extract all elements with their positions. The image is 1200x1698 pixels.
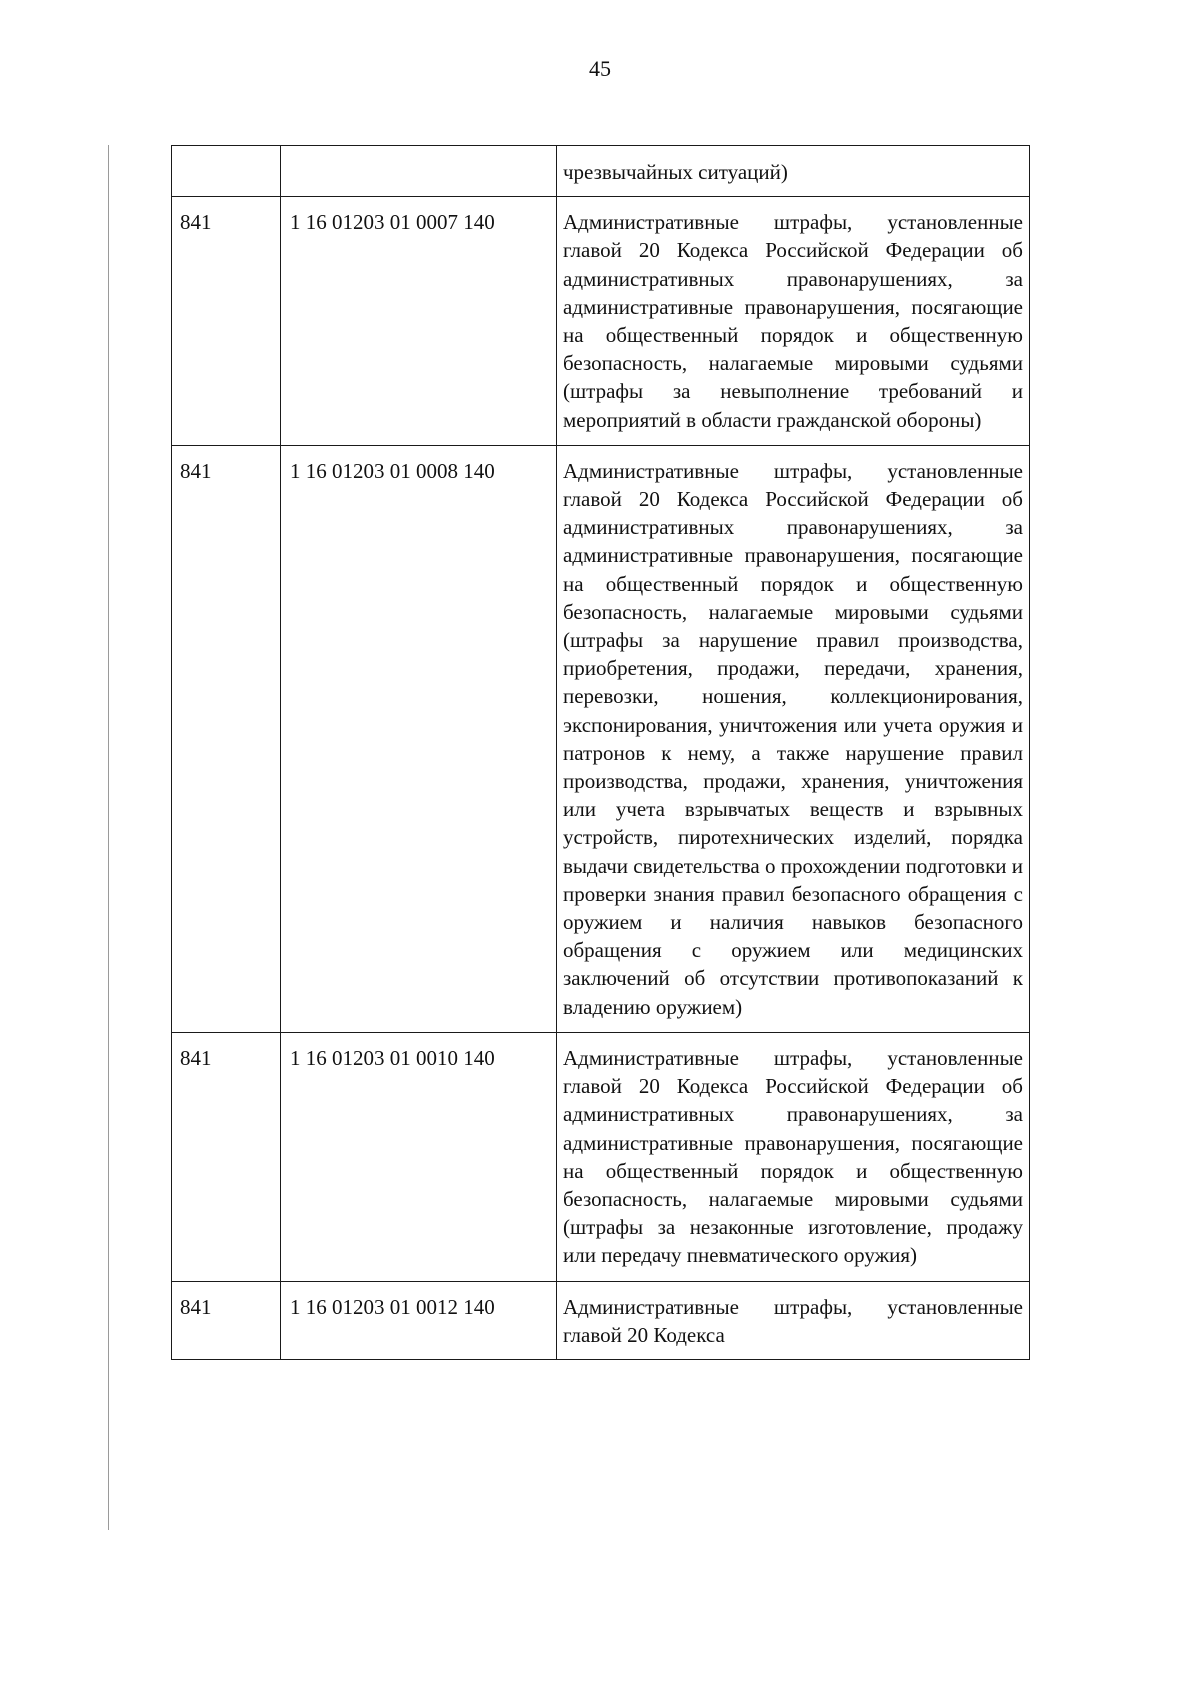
admin-code-cell: 841 <box>172 1281 281 1359</box>
description-cell: Административные штрафы, установленные главой 20 Кодекса Российской Федерации об административных правонарушениях, за административные правонарушения, посягающие на общественный порядок и общественную безопасность, налагаемые мировыми судьями (штрафы за нарушение правил производства, приобретения, продажи, передачи, хранения, перевозки, ношения, коллекционирования, экспонирования, уничтожения или учета оружия и патронов к нему, а также нарушение правил производства, продажи, хранения, уничтожения или учета взрывчатых веществ и взрывных устройств, пиротехнических изделий, порядка выдачи свидетельства о прохождении подготовки и проверки знания правил безопасного обращения с оружием и наличия навыков безопасного обращения с оружием или медицинских заключений об отсутствии противопоказаний к владению оружием) <box>557 445 1030 1032</box>
description-cell: чрезвычайных ситуаций) <box>557 146 1030 197</box>
admin-code-cell: 841 <box>172 1032 281 1281</box>
admin-code-cell: 841 <box>172 197 281 446</box>
table-row <box>172 146 1030 197</box>
table-row <box>172 197 1030 446</box>
kbk-code-cell: 1 16 01203 01 0012 140 <box>281 1281 557 1359</box>
binding-margin-line <box>108 145 109 1530</box>
page-number: 45 <box>589 56 611 81</box>
table-row <box>172 1281 1030 1359</box>
table-row <box>172 1032 1030 1281</box>
description-cell: Административные штрафы, установленные главой 20 Кодекса Российской Федерации об административных правонарушениях, за административные правонарушения, посягающие на общественный порядок и общественную безопасность, налагаемые мировыми судьями (штрафы за незаконные изготовление, продажу или передачу пневматического оружия) <box>557 1032 1030 1281</box>
kbk-code-cell: 1 16 01203 01 0008 140 <box>281 445 557 1032</box>
description-cell: Административные штрафы, установленные главой 20 Кодекса <box>557 1281 1030 1359</box>
admin-code-cell: 841 <box>172 445 281 1032</box>
description-cell: Административные штрафы, установленные главой 20 Кодекса Российской Федерации об административных правонарушениях, за административные правонарушения, посягающие на общественный порядок и общественную безопасность, налагаемые мировыми судьями (штрафы за невыполнение требований и мероприятий в области гражданской обороны) <box>557 197 1030 446</box>
admin-code-cell <box>172 146 281 197</box>
table-row <box>172 445 1030 1032</box>
kbk-code-cell <box>281 146 557 197</box>
budget-classification-table <box>171 145 1030 1360</box>
kbk-code-cell: 1 16 01203 01 0007 140 <box>281 197 557 446</box>
kbk-code-cell: 1 16 01203 01 0010 140 <box>281 1032 557 1281</box>
